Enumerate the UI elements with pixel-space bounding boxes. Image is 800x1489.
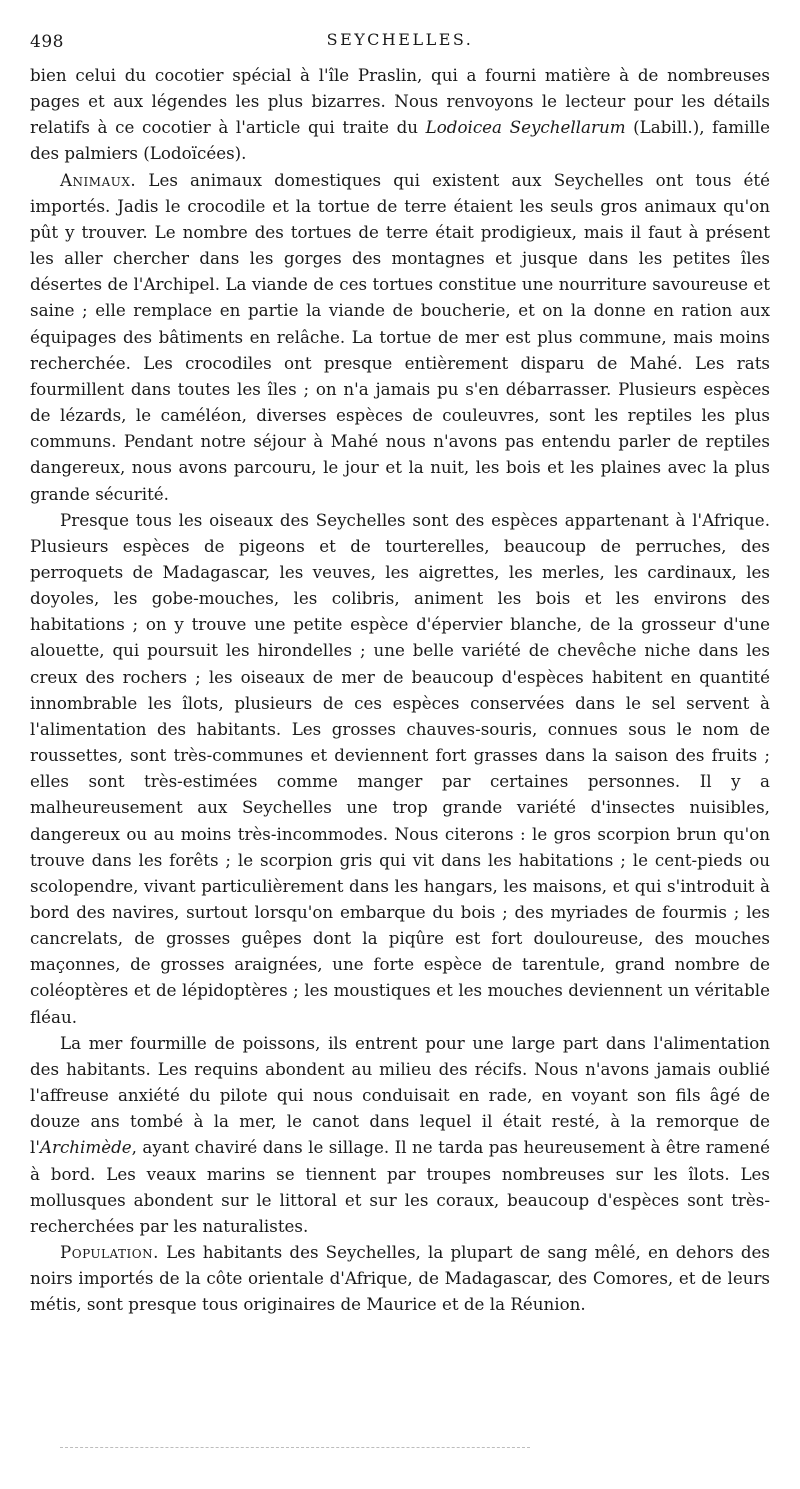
footer-rule [60, 1447, 530, 1448]
section-heading: Animaux. [60, 169, 137, 190]
book-page [30, 28, 770, 1318]
page-number: 498 [30, 32, 64, 52]
italic-text: Lodoicea Seychellarum [425, 117, 626, 138]
paragraph-text: (Labill.), famille des palmiers (Lodoïcées). [30, 117, 770, 164]
paragraph-text: Les animaux domestiques qui existent aux Seychelles ont tous été importés. Jadis le crocodile et la tortue de terre étaient les seuls gros animaux qu'on pût y trouver. Le nombre des tortues de terre était prodigieux, mais il faut à présent les aller chercher dans les gorges des montagnes et jusque dans les petites îles désertes de l'Archipel. La viande de ces tortues constitue une nourriture savoureuse et saine ; elle remplace en partie la viande de boucherie, et on la donne en ration aux équipages des bâtiments en relâche. La tortue de mer est plus commune, mais moins recherchée. Les crocodiles ont presque entièrement disparu de Mahé. Les rats fourmillent dans toutes les îles ; on n'a jamais pu s'en débarrasser. Plusieurs espèces de lézards, le caméléon, diverses espèces de couleuvres, sont les reptiles les plus communs. Pendant notre séjour à Mahé nous n'avons pas entendu parler de reptiles dangereux, nous avons parcouru, le jour et la nuit, les bois et les plaines avec la plus grande sécurité. [30, 169, 770, 504]
running-title: SEYCHELLES. [326, 30, 474, 49]
paragraph-text: , ayant chaviré dans le sillage. Il ne tarda pas heureusement à être ramené à bord. Les veaux marins se tiennent par troupes nombreuses sur les îlots. Les mollusques abondent sur le littoral et sur les coraux, beaucoup d'espèces sont très-recherchées par les naturalistes. [30, 1137, 770, 1236]
page-header [30, 28, 770, 54]
paragraph-text: La mer fourmille de poissons, ils entrent pour une large part dans l'alimentation des habitants. Les requins abondent au milieu des récifs. Nous n'avons jamais oublié l'affreuse anxiété du pilote qui nous conduisait en rade, en voyant son fils âgé de douze ans tombé à la mer, le canot dans lequel il était resté, à la remorque de l' [30, 1032, 770, 1158]
paragraph [30, 507, 770, 1030]
italic-text: Archimède [39, 1137, 132, 1158]
paragraph [30, 1239, 770, 1317]
paragraph-text: Les habitants des Seychelles, la plupart de sang mêlé, en dehors des noirs importés de la côte orientale d'Afrique, de Madagascar, des Comores, et de leurs métis, sont presque tous originaires de Maurice et de la Réunion. [30, 1242, 770, 1315]
paragraph [30, 62, 770, 167]
paragraph-text: Presque tous les oiseaux des Seychelles sont des espèces appartenant à l'Afrique. Plusieurs espèces de pigeons et de tourterelles, beaucoup de perruches, des perroquets de Madagascar, les veuves, les aigrettes, les merles, les cardinaux, les doyoles, les gobe-mouches, les colibris, animent les bois et les environs des habitations ; on y trouve une petite espèce d'épervier blanche, de la grosseur d'une alouette, qui poursuit les hirondelles ; une belle variété de chevêche niche dans les creux des rochers ; les oiseaux de mer de beaucoup d'espèces habitent en quantité innombrable les îlots, plusieurs de ces espèces conservées dans le sel servent à l'alimentation des habitants. Les grosses chauves-souris, connues sous le nom de roussettes, sont très-communes et deviennent fort grasses dans la saison des fruits ; elles sont très-estimées comme manger par certaines personnes. Il y a malheureusement aux Seychelles une trop grande variété d'insectes nuisibles, dangereux ou au moins très-incommodes. Nous citerons : le gros scorpion brun qu'on trouve dans les forêts ; le scorpion gris qui vit dans les habitations ; le cent-pieds ou scolopendre, vivant particulièrement dans les hangars, les maisons, et qui s'introduit à bord des navires, surtout lorsqu'on embarque du bois ; des myriades de fourmis ; les cancrelats, de grosses guêpes dont la piqûre est fort douloureuse, des mouches maçonnes, de grosses araignées, une forte espèce de tarentule, grand nombre de coléoptères et de lépidoptères ; les moustiques et les mouches deviennent un véritable fléau. [30, 509, 770, 1027]
paragraph-text: bien celui du cocotier spécial à l'île Praslin, qui a fourni matière à de nombreuses pages et aux légendes les plus bizarres. Nous renvoyons le lecteur pour les détails relatifs à ce cocotier à l'article qui traite du [30, 65, 770, 138]
paragraph [30, 167, 770, 507]
paragraph [30, 1030, 770, 1239]
section-heading: Population. [60, 1242, 159, 1263]
body-text [30, 62, 770, 1318]
